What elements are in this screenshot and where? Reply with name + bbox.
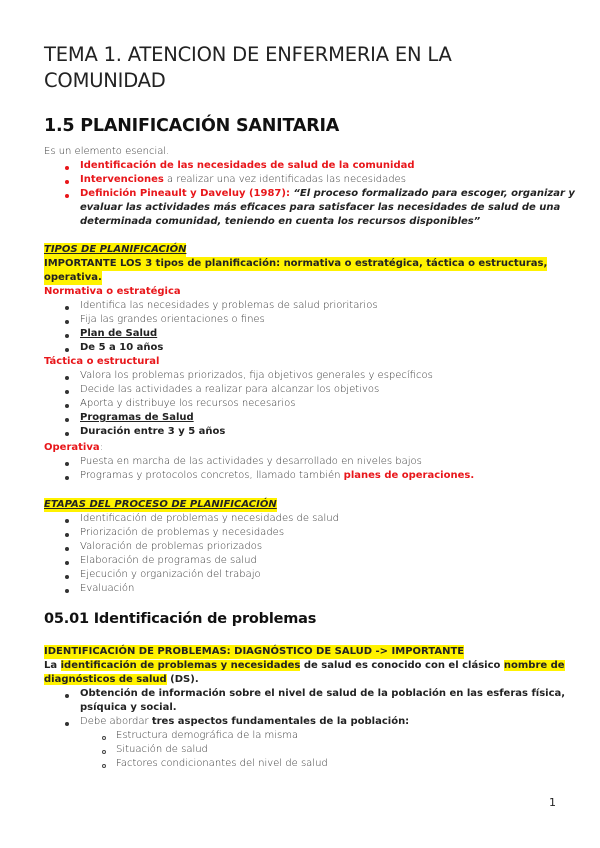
bullet-icon bbox=[65, 722, 69, 726]
ds-paragraph bbox=[44, 659, 565, 673]
ds-highlight: diagnósticos de salud bbox=[44, 674, 167, 685]
important-note-line: operativa. bbox=[44, 272, 102, 283]
list-item-text: a realizar una vez identificadas las necesidades bbox=[163, 174, 406, 185]
etapas-heading: ETAPAS DEL PROCESO DE PLANIFICACIÓN bbox=[44, 499, 277, 510]
bullet-icon bbox=[65, 589, 69, 593]
tipos-heading: TIPOS DE PLANIFICACIÓN bbox=[44, 244, 187, 255]
page-title: TEMA 1. ATENCION DE ENFERMERIA EN LA COMUNIDAD bbox=[44, 43, 452, 92]
list-item: Obtención de información sobre el nivel de salud de la población en las esferas física, bbox=[80, 688, 566, 699]
operativa-label bbox=[44, 441, 103, 455]
ds-text: de salud es conocido con el clásico bbox=[300, 660, 504, 671]
page-number: 1 bbox=[549, 796, 556, 809]
list-item: Programas de Salud bbox=[80, 412, 194, 423]
ds-highlight: identificación de problemas y necesidades bbox=[60, 660, 301, 671]
tactica-label: Táctica o estructural bbox=[44, 356, 160, 367]
definition-quote: “El proceso formalizado para escoger, organizar y bbox=[289, 188, 575, 199]
definition-label: Definición Pineault y Daveluy (1987): bbox=[80, 188, 290, 199]
list-item: Aporta y distribuye los recursos necesarios bbox=[80, 398, 296, 409]
section-heading-planificacion: 1.5 PLANIFICACIÓN SANITARIA bbox=[44, 116, 340, 136]
list-item: De 5 a 10 años bbox=[80, 342, 164, 353]
list-item: Fija las grandes orientaciones o fines bbox=[80, 314, 265, 325]
bullet-icon bbox=[65, 694, 69, 698]
operativa-label-text: Operativa bbox=[44, 442, 100, 453]
list-item-text: Programas y protocolos concretos, llamado también bbox=[80, 470, 344, 481]
operativa-colon: : bbox=[99, 442, 103, 453]
list-item: Puesta en marcha de las actividades y desarrollado en niveles bajos bbox=[80, 456, 422, 467]
list-item-red: planes de operaciones. bbox=[343, 470, 475, 481]
list-item: Priorización de problemas y necesidades bbox=[80, 527, 285, 538]
diagnostico-heading: IDENTIFICACIÓN DE PROBLEMAS: DIAGNÓSTICO DE SALUD -> IMPORTANTE bbox=[44, 646, 465, 657]
bullet-icon bbox=[65, 547, 69, 551]
list-item-line: psíquica y social. bbox=[80, 702, 177, 713]
list-item: Evaluación bbox=[80, 583, 135, 594]
list-item-bold: Intervenciones bbox=[80, 174, 164, 185]
normativa-label: Normativa o estratégica bbox=[44, 286, 181, 297]
bullet-icon bbox=[65, 334, 69, 338]
list-item: Identificación de las necesidades de salud de la comunidad bbox=[80, 160, 415, 171]
bullet-icon bbox=[65, 376, 69, 380]
bullet-icon bbox=[65, 432, 69, 436]
bullet-icon bbox=[65, 533, 69, 537]
bullet-icon bbox=[65, 390, 69, 394]
circle-bullet-icon bbox=[102, 764, 106, 768]
list-item: Valora los problemas priorizados, fija objetivos generales y específicos bbox=[80, 370, 433, 381]
bullet-icon bbox=[65, 320, 69, 324]
list-item bbox=[80, 469, 474, 483]
ds-text: La bbox=[44, 660, 61, 671]
circle-bullet-icon bbox=[102, 750, 106, 754]
ds-text: (DS). bbox=[166, 674, 199, 685]
ds-paragraph-line bbox=[44, 673, 199, 687]
list-item: Identificación de problemas y necesidades de salud bbox=[80, 513, 339, 524]
bullet-icon bbox=[65, 575, 69, 579]
list-item: Decide las actividades a realizar para alcanzar los objetivos bbox=[80, 384, 380, 395]
list-item-text: Debe abordar bbox=[80, 716, 152, 727]
bullet-icon bbox=[65, 404, 69, 408]
list-item bbox=[80, 187, 575, 201]
list-item: Ejecución y organización del trabajo bbox=[80, 569, 261, 580]
important-note: IMPORTANTE LOS 3 tipos de planificación: normativa o estratégica, táctica o estructuras, bbox=[44, 258, 548, 269]
bullet-icon bbox=[65, 306, 69, 310]
bullet-icon bbox=[65, 194, 69, 198]
bullet-icon bbox=[65, 462, 69, 466]
list-item-bold: tres aspectos fundamentales de la población: bbox=[151, 716, 410, 727]
intro-text: Es un elemento esencial. bbox=[44, 146, 170, 157]
bullet-icon bbox=[65, 561, 69, 565]
bullet-icon bbox=[65, 166, 69, 170]
list-item: Identifica las necesidades y problemas de salud prioritarios bbox=[80, 300, 378, 311]
definition-quote-line: evaluar las actividades más eficaces para satisfacer las necesidades de salud de una bbox=[80, 202, 561, 213]
list-item bbox=[80, 715, 409, 729]
list-item: Duración entre 3 y 5 años bbox=[80, 426, 226, 437]
ds-highlight: nombre de bbox=[503, 660, 565, 671]
bullet-icon bbox=[65, 418, 69, 422]
bullet-icon bbox=[65, 476, 69, 480]
list-item bbox=[80, 173, 406, 187]
bullet-icon bbox=[65, 180, 69, 184]
circle-bullet-icon bbox=[102, 736, 106, 740]
list-item: Plan de Salud bbox=[80, 328, 158, 339]
list-item: Valoración de problemas priorizados bbox=[80, 541, 263, 552]
sub-list-item: Situación de salud bbox=[116, 744, 208, 755]
bullet-icon bbox=[65, 519, 69, 523]
sub-list-item: Factores condicionantes del nivel de salud bbox=[116, 758, 328, 769]
list-item: Elaboración de programas de salud bbox=[80, 555, 257, 566]
section-heading-identificacion: 05.01 Identificación de problemas bbox=[44, 611, 317, 627]
sub-list-item: Estructura demográfica de la misma bbox=[116, 730, 299, 741]
bullet-icon bbox=[65, 348, 69, 352]
definition-quote-line: determinada comunidad, teniendo en cuenta los recursos disponibles” bbox=[80, 216, 481, 227]
